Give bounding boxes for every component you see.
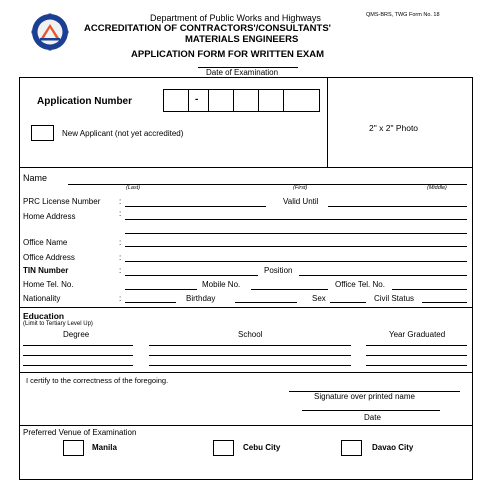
birthday-label: Birthday [186,294,216,303]
title-line-1: ACCREDITATION OF CONTRACTORS'/CONSULTANTS' [84,23,331,34]
app-number-dash: - [195,94,199,105]
office-tel-field[interactable] [392,289,467,290]
position-field[interactable] [299,275,467,276]
nationality-field[interactable] [125,302,176,303]
degree-field-3[interactable] [23,365,133,366]
title-line-2: MATERIALS ENGINEERS [185,34,299,45]
app-number-box-6[interactable] [283,89,320,112]
prc-license-field[interactable] [125,206,266,207]
sex-label: Sex [312,294,326,303]
office-name-colon: : [119,238,122,247]
education-degree-header: Degree [63,330,90,339]
venue-manila-checkbox[interactable] [63,440,84,456]
home-address-field-1[interactable] [125,219,467,220]
civil-status-field[interactable] [422,302,467,303]
new-applicant-label: New Applicant (not yet accredited) [62,129,184,138]
app-number-box-2[interactable] [188,89,210,112]
education-note: (Limit to Tertiary Level Up) [23,321,93,327]
school-field-3[interactable] [149,365,351,366]
venue-davao-label: Davao City [372,443,414,452]
app-number-box-4[interactable] [233,89,260,112]
office-address-field[interactable] [125,261,467,262]
application-number-label: Application Number [37,96,133,107]
section-divider-4 [19,425,473,426]
venue-manila-label: Manila [92,443,117,452]
nationality-label: Nationality [23,294,61,303]
home-address-colon: : [119,209,122,218]
section-divider-1 [19,167,473,168]
school-field-2[interactable] [149,355,351,356]
office-tel-label: Office Tel. No. [335,280,385,289]
education-year-header: Year Graduated [389,330,446,339]
office-address-colon: : [119,253,122,262]
valid-until-label: Valid Until [283,197,319,206]
application-number-boxes[interactable] [163,89,320,112]
tin-label: TIN Number [23,266,69,275]
section-divider-2 [19,307,473,308]
education-school-header: School [238,330,263,339]
office-address-label: Office Address [23,253,75,262]
prc-colon: : [119,197,122,206]
dpwh-logo [31,13,69,51]
year-field-2[interactable] [366,355,467,356]
name-first-caption: (First) [293,185,308,191]
name-middle-caption: (Middle) [427,185,447,191]
venue-cebu-checkbox[interactable] [213,440,234,456]
name-label: Name [23,173,48,183]
nationality-colon: : [119,294,122,303]
year-field-3[interactable] [366,365,467,366]
home-address-field-2[interactable] [125,233,467,234]
app-number-box-1[interactable] [163,89,190,112]
valid-until-field[interactable] [328,206,467,207]
signature-label: Signature over printed name [314,392,415,401]
education-title: Education [23,311,65,321]
tin-field[interactable] [125,275,258,276]
venue-davao-checkbox[interactable] [341,440,362,456]
sex-field[interactable] [330,302,366,303]
year-field-1[interactable] [366,345,467,346]
birthday-field[interactable] [235,302,297,303]
degree-field-1[interactable] [23,345,133,346]
office-name-label: Office Name [23,238,68,247]
home-address-label: Home Address [23,212,76,221]
degree-field-2[interactable] [23,355,133,356]
home-tel-field[interactable] [125,289,197,290]
certify-date-label: Date [364,413,381,422]
photo-divider [327,77,328,167]
photo-label: 2" x 2" Photo [369,123,419,133]
venue-label: Preferred Venue of Examination [23,428,137,437]
position-label: Position [264,266,293,275]
form-code: QMS-BRS, TWG Form No. 18 [366,12,440,18]
certify-date-field[interactable] [302,410,440,411]
school-field-1[interactable] [149,345,351,346]
mobile-label: Mobile No. [202,280,241,289]
office-name-field[interactable] [125,246,467,247]
app-number-box-5[interactable] [258,89,285,112]
section-divider-3 [19,372,473,373]
civil-status-label: Civil Status [374,294,415,303]
form-subtitle: APPLICATION FORM FOR WRITTEN EXAM [131,49,324,60]
exam-date-label: Date of Examination [206,68,279,77]
prc-license-label: PRC License Number [23,197,101,206]
mobile-field[interactable] [251,289,328,290]
certify-statement: I certify to the correctness of the foregoing. [26,376,169,385]
home-tel-label: Home Tel. No. [23,280,74,289]
app-number-box-3[interactable] [208,89,235,112]
tin-colon: : [119,266,122,275]
new-applicant-checkbox[interactable] [31,125,54,141]
venue-cebu-label: Cebu City [243,443,281,452]
name-last-caption: (Last) [126,185,141,191]
department-name: Department of Public Works and Highways [150,13,321,23]
